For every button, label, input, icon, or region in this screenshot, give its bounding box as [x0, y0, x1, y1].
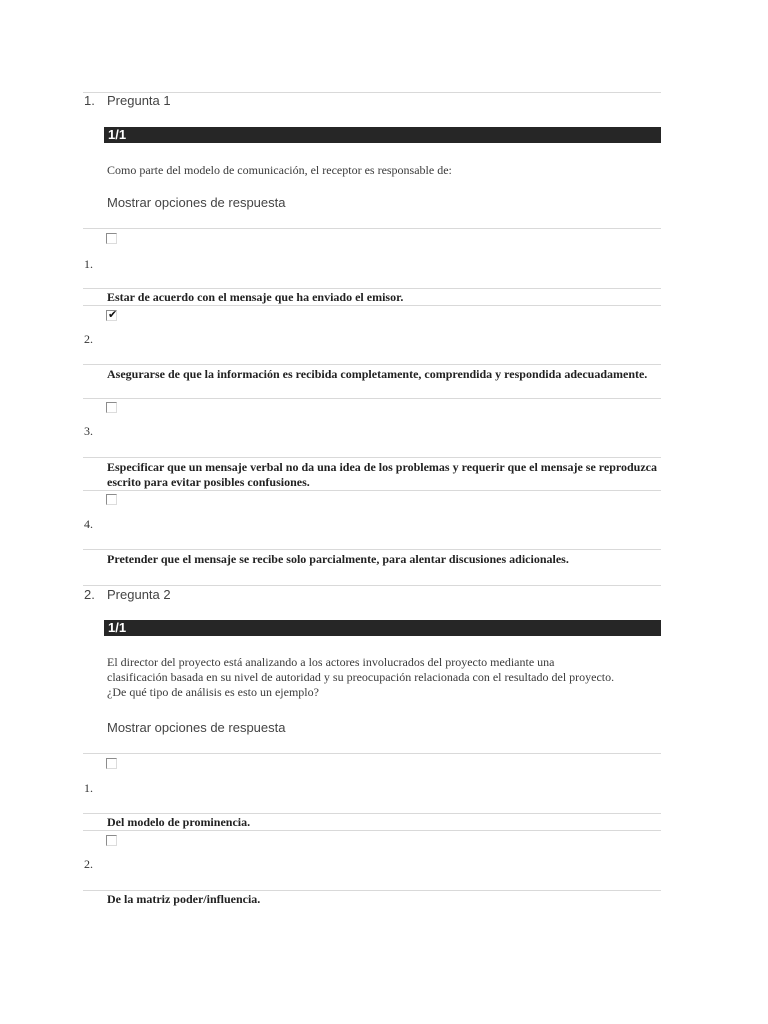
option-text: De la matriz poder/influencia. — [107, 892, 261, 906]
option-text: Asegurarse de que la información es recibida completamente, comprendida y respondida adecuadamente. — [107, 367, 648, 381]
divider — [83, 305, 661, 306]
option-number: 4. — [84, 517, 93, 531]
option-checkbox[interactable] — [106, 233, 117, 244]
option-checkbox-checked[interactable] — [106, 310, 117, 321]
question-title: Pregunta 2 — [107, 587, 171, 602]
divider — [83, 890, 661, 891]
divider — [83, 490, 661, 491]
option-checkbox[interactable] — [106, 494, 117, 505]
divider — [83, 364, 661, 365]
score-bar: 1/1 — [104, 620, 661, 636]
question-text: El director del proyecto está analizando a los actores involucrados del proyecto mediante una clasificación basada en su nivel de autoridad y su preocupación relacionada con el resultado del proyecto. ¿De qué tipo de análisis es esto un ejemplo? — [107, 655, 615, 699]
divider — [83, 398, 661, 399]
show-options-link[interactable]: Mostrar opciones de respuesta — [107, 720, 286, 735]
divider — [83, 830, 661, 831]
divider — [83, 585, 661, 586]
option-checkbox[interactable] — [106, 758, 117, 769]
checkmark-icon: ✔ — [108, 308, 118, 321]
divider — [83, 549, 661, 550]
option-text: Del modelo de prominencia. — [107, 815, 251, 829]
option-number: 2. — [84, 332, 93, 346]
divider — [83, 288, 661, 289]
divider — [83, 228, 661, 229]
show-options-link[interactable]: Mostrar opciones de respuesta — [107, 195, 286, 210]
option-checkbox[interactable] — [106, 402, 117, 413]
option-number: 1. — [84, 781, 93, 795]
question-number: 2. — [84, 587, 95, 602]
option-number: 1. — [84, 257, 93, 271]
question-text: Como parte del modelo de comunicación, el receptor es responsable de: — [107, 163, 452, 177]
question-number: 1. — [84, 93, 95, 108]
option-number: 2. — [84, 857, 93, 871]
option-text: Especificar que un mensaje verbal no da una idea de los problemas y requerir que el mensaje se reproduzca escrito para evitar posibles confusiones. — [107, 460, 658, 489]
option-number: 3. — [84, 424, 93, 438]
option-text: Estar de acuerdo con el mensaje que ha enviado el emisor. — [107, 290, 404, 304]
question-title: Pregunta 1 — [107, 93, 171, 108]
score-bar: 1/1 — [104, 127, 661, 143]
divider — [83, 753, 661, 754]
option-text: Pretender que el mensaje se recibe solo parcialmente, para alentar discusiones adicionales. — [107, 552, 569, 566]
option-checkbox[interactable] — [106, 835, 117, 846]
divider — [83, 813, 661, 814]
divider — [83, 457, 661, 458]
